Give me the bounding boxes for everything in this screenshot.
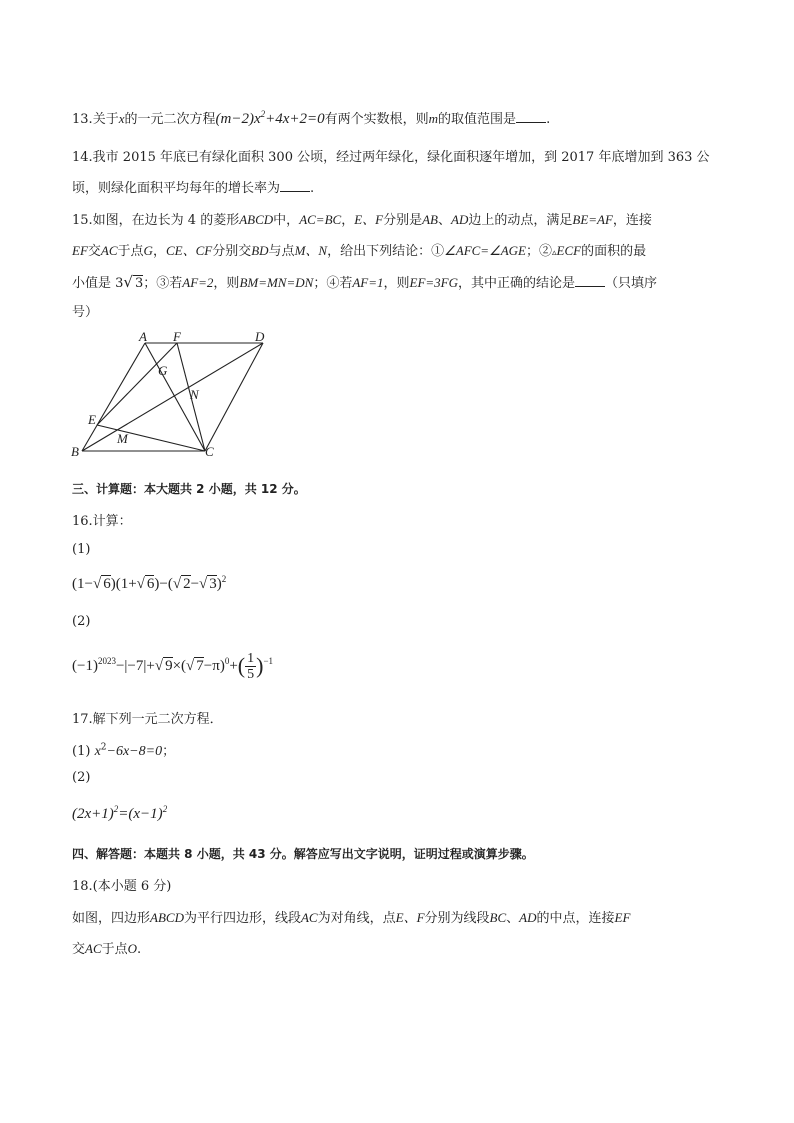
q15-var: AB [422,212,438,227]
sqrt-icon: √ [154,657,164,674]
q15-text: ，连接 [612,213,652,228]
q18-var: EF [614,910,631,925]
q15-var: AD [451,212,469,227]
left-paren: ( [237,652,246,678]
label-g: G [158,363,168,378]
equation-part: −6x−8=0 [106,744,163,759]
q15-text: 中， [273,213,300,228]
sqrt-icon: √ [136,576,145,592]
q13-end: . [546,112,551,127]
q18-text: 的中点，连接 [536,911,615,926]
equation-part: +4x+2=0 [265,111,325,127]
exponent: 2 [113,804,119,814]
q15-text: 分别是 [383,213,423,228]
radicand: 6 [146,576,155,592]
radicand: 7 [196,657,204,674]
q15-text: 15.如图，在边长为 4 的菱形 [72,213,240,228]
radicand: 2 [183,576,191,592]
rhombus-figure [60,328,280,463]
question-15-line-1 [72,209,652,228]
equation-part: (2x+1) [72,806,114,822]
equation-part: (m−2)x [215,111,261,127]
q16-part-2-label: (2) [72,614,91,629]
q16-expression-2 [72,651,273,682]
q15-text: 边上的动点，满足 [468,213,573,228]
q15-var: BE=AF [572,212,613,227]
exponent: 2 [221,574,227,584]
radicand: 6 [103,576,111,592]
radicand: 3 [209,576,217,592]
q15-var: ∠AFC=∠AGE [444,243,526,258]
q18-text: 如图，四边形 [72,911,151,926]
q18-text: 为平行四边形，线段 [183,911,301,926]
q15-var: BM=MN=DN [239,275,314,290]
section-4-heading: 四、解答题：本题共 8 小题，共 43 分。解答应写出文字说明，证明过程或演算步骤。 [72,847,534,861]
expr-part: − [190,576,200,592]
q17-part-2-label: (2) [72,770,91,785]
q13-text: 的一元二次方程 [124,112,216,127]
label-m: M [117,431,128,446]
fraction [245,651,256,682]
q13-number: 13. [72,112,93,127]
q17-equation-2 [72,804,167,823]
q15-text: ；② [526,244,553,259]
q15-text: ；③若 [143,276,183,291]
q15-var: CE、CF [165,243,213,258]
sqrt-icon: √ [199,576,208,592]
q18-text: 为对角线，点 [317,911,396,926]
expr-part: (1− [72,576,93,592]
q15-text: ，则 [383,276,410,291]
q15-text: （只填序 [605,276,658,291]
q15-text: 小值是 3 [72,276,124,291]
question-15-line-4: 号） [72,305,99,320]
label-f: F [173,329,181,344]
denominator: 5 [247,667,255,682]
expr-part: )−( [154,576,173,592]
label-b: B [71,444,79,459]
q15-var: M、N [294,243,328,258]
q13-text: 的取值范围是 [438,112,517,127]
equation-part: =(x−1) [118,806,163,822]
label-n: N [190,387,199,402]
q15-text: 、 [438,213,452,228]
q15-var: ABCD [239,212,274,227]
q15-text: ，则 [213,276,240,291]
exponent: 2 [260,109,266,119]
question-14-line-2 [72,177,314,196]
q18-var: BC [489,910,507,925]
q17-punct: ； [162,744,176,759]
sqrt-icon: √ [172,576,182,592]
q15-var: E、F [354,212,384,227]
var-x: x [118,111,125,126]
question-17-title: 17.解下列一元二次方程． [72,712,223,727]
q15-text: ， [152,244,166,259]
exponent: 2023 [97,655,116,666]
expr-part: ) [216,576,222,592]
q15-text: 分别交 [212,244,252,259]
q15-var: AF=2 [182,275,214,290]
q14-end: . [310,181,315,196]
exponent: 0 [224,655,230,666]
segment-ec [97,425,205,451]
q15-text: 与点 [268,244,295,259]
q15-text: ，其中正确的结论是 [457,276,575,291]
question-18-line-1 [72,907,630,926]
edge-dc [205,343,263,451]
q15-text: 交 [87,244,101,259]
label-a: A [139,329,147,344]
q15-var: AC=BC [299,212,342,227]
q17-part-1 [72,740,175,760]
exponent: −1 [263,655,274,666]
q15-text: 于点 [117,244,144,259]
q15-var: AC [100,243,118,258]
expr-part: + [229,657,238,674]
radicand: 9 [165,657,173,674]
sqrt-icon: √ [186,657,195,674]
q15-var: ECF [556,243,582,258]
question-15-line-2 [72,240,646,259]
q15-var: G [143,243,153,258]
section-3-heading: 三、计算题：本大题共 2 小题，共 12 分。 [72,482,306,496]
segment-bd [82,343,263,451]
q18-var: O [127,941,138,956]
q13-text: 关于 [92,112,119,127]
question-14-line-1: 14.我市 2015 年底已有绿化面积 300 公顷，经过两年绿化，绿化面积逐年增加，到 2017 年底增加到 363 公 [72,150,710,165]
var-m: m [428,111,439,126]
sqrt-icon: √ [123,273,133,291]
q18-var: ABCD [150,910,184,925]
label-d: D [255,329,265,344]
q18-var: AC [85,941,102,956]
q18-text: 、 [506,911,520,926]
q18-var: E、F [395,910,425,925]
expr-part: (−1) [72,657,98,674]
exponent: 2 [100,742,107,753]
sqrt-icon: √ [92,576,102,592]
segment-ef [97,343,177,425]
q15-var: EF [72,243,88,258]
radicand: 3 [134,276,144,291]
q13-text: 有两个实数根，则 [324,112,429,127]
q18-text: 于点 [101,942,128,957]
q15-text: 的面积的最 [581,244,647,259]
triangle-symbol: ▵ [552,248,557,258]
numerator: 1 [247,651,255,666]
answer-blank [516,110,546,123]
question-13 [72,108,550,128]
q18-text: 交 [72,942,86,957]
q15-var: BD [251,243,269,258]
q18-text: . [137,942,142,957]
q18-var: AD [519,910,537,925]
q15-text: ，给出下列结论：① [327,244,445,259]
expr-part: )(1+ [110,576,137,592]
question-16-title: 16.计算： [72,514,132,529]
answer-blank [575,274,605,287]
q16-expression-1 [72,574,226,593]
expr-part: ×( [172,657,187,674]
expr-part: −|−7|+ [115,657,155,674]
q14-text: 顷，则绿化面积平均每年的增长率为 [72,181,281,196]
question-15-line-3 [72,272,657,291]
q13-equation [216,111,325,127]
q16-part-1-label: (1) [72,542,91,557]
q18-text: 分别为线段 [424,911,490,926]
q15-var: AF=1 [352,275,384,290]
q15-text: ；④若 [313,276,353,291]
question-18-title: 18.(本小题 6 分) [72,879,172,894]
label-c: C [205,444,214,459]
var-x: x [94,744,101,759]
q15-text: ， [341,213,355,228]
answer-blank [280,179,310,192]
right-paren: ) [256,652,264,678]
expr-part: −π) [203,657,225,674]
q17-part-1-label: (1) [72,744,91,759]
exponent: 2 [162,804,168,814]
q18-var: AC [300,910,318,925]
q15-var: EF=3FG [409,275,458,290]
question-18-line-2 [72,938,141,957]
label-e: E [88,412,96,427]
